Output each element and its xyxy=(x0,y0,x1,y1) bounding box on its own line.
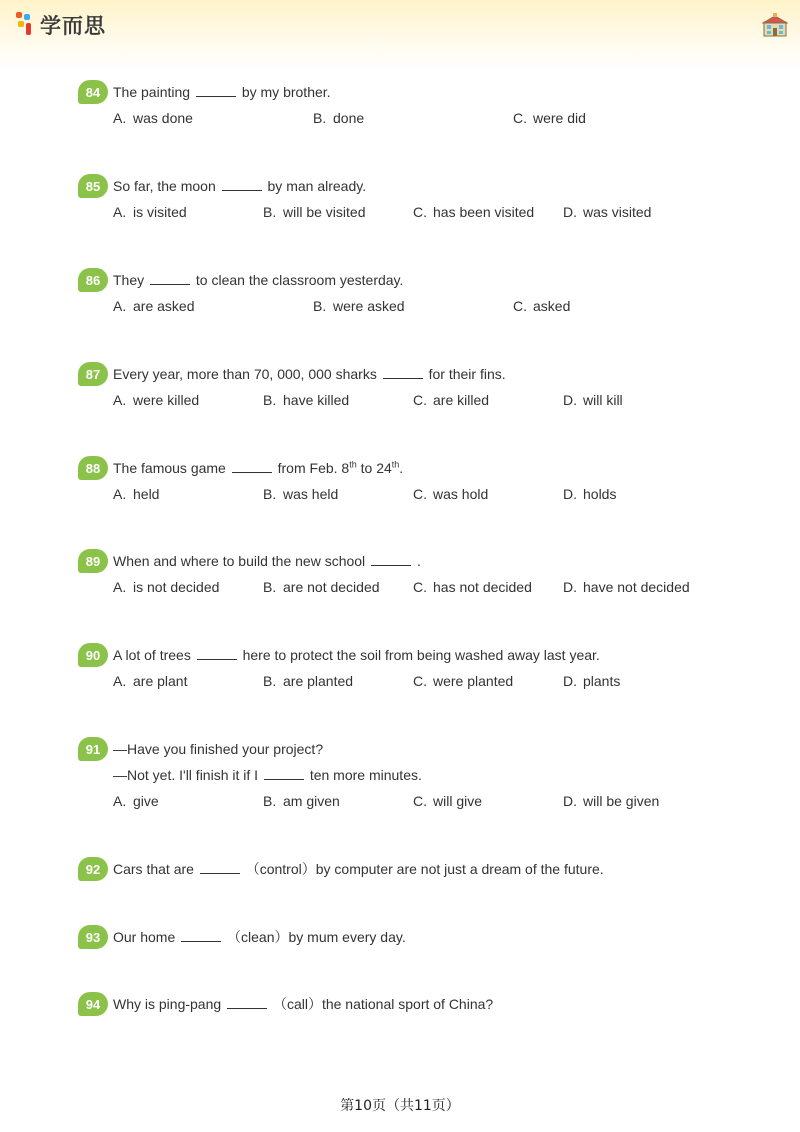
option-d: D. plants xyxy=(563,673,621,689)
question-number-badge: 86 xyxy=(78,268,108,292)
logo-text: 学而思 xyxy=(40,14,106,38)
answer-blank xyxy=(150,272,190,285)
option-a: A. was done xyxy=(113,110,193,126)
option-b: B. was held xyxy=(263,486,339,502)
option-c: C. are killed xyxy=(413,392,490,408)
options-row xyxy=(113,203,753,221)
question-stem-line-1: —Have you finished your project? xyxy=(113,741,324,757)
question-number-badge: 94 xyxy=(78,992,108,1016)
option-b: B. have killed xyxy=(263,392,350,408)
question-stem: So far, the moon by man already. xyxy=(113,178,367,194)
question-number-badge: 87 xyxy=(78,362,108,386)
answer-blank xyxy=(232,460,272,473)
option-d: D. will kill xyxy=(563,392,623,408)
question-number-badge: 85 xyxy=(78,174,108,198)
question-stem: A lot of trees here to protect the soil from being washed away last year. xyxy=(113,647,600,663)
question-number-badge: 91 xyxy=(78,737,108,761)
option-a: A. is visited xyxy=(113,204,187,220)
option-c: C. were planted xyxy=(413,673,514,689)
question-stem: They to clean the classroom yesterday. xyxy=(113,272,404,288)
option-c: C. will give xyxy=(413,793,483,809)
question-number-badge: 92 xyxy=(78,857,108,881)
option-b: B. done xyxy=(313,110,365,126)
answer-blank xyxy=(264,767,304,780)
school-icon xyxy=(762,12,788,38)
option-d: D. will be given xyxy=(563,793,660,809)
question-number-badge: 89 xyxy=(78,549,108,573)
answer-blank xyxy=(383,366,423,379)
page-number: 第10页（共11页） xyxy=(340,1098,460,1114)
option-d: D. holds xyxy=(563,486,617,502)
options-row xyxy=(113,792,753,810)
question-number-badge: 93 xyxy=(78,925,108,949)
answer-blank xyxy=(371,553,411,566)
option-b: B. were asked xyxy=(313,298,405,314)
options-row xyxy=(113,297,753,315)
question-stem: Why is ping-pang （call）the national sport of China? xyxy=(113,996,494,1012)
options-row xyxy=(113,485,753,503)
option-b: B. am given xyxy=(263,793,340,809)
option-a: A. held xyxy=(113,486,160,502)
question-number-badge: 88 xyxy=(78,456,108,480)
question-stem: The painting by my brother. xyxy=(113,84,331,100)
option-b: B. are planted xyxy=(263,673,354,689)
answer-blank xyxy=(222,178,262,191)
question-stem: Cars that are （control）by computer are not just a dream of the future. xyxy=(113,861,604,877)
question-stem: Our home （clean）by mum every day. xyxy=(113,929,406,945)
question-number-badge: 84 xyxy=(78,80,108,104)
option-c: C. was hold xyxy=(413,486,489,502)
options-row xyxy=(113,391,753,409)
option-a: A. is not decided xyxy=(113,579,220,595)
options-row xyxy=(113,672,753,690)
page-header xyxy=(0,0,800,70)
option-b: B. are not decided xyxy=(263,579,380,595)
option-d: D. have not decided xyxy=(563,579,690,595)
option-c: C. were did xyxy=(513,110,586,126)
option-a: A. were killed xyxy=(113,392,200,408)
answer-blank xyxy=(200,861,240,874)
question-stem: The famous game from Feb. 8th to 24th. xyxy=(113,459,404,476)
answer-blank xyxy=(197,647,237,660)
option-a: A. are asked xyxy=(113,298,195,314)
option-a: A. are plant xyxy=(113,673,188,689)
question-stem: When and where to build the new school . xyxy=(113,553,421,569)
answer-blank xyxy=(196,84,236,97)
option-d: D. was visited xyxy=(563,204,652,220)
option-c: C. asked xyxy=(513,298,571,314)
answer-blank xyxy=(227,996,267,1009)
option-c: C. has not decided xyxy=(413,579,532,595)
brand-logo xyxy=(14,10,106,40)
question-stem: Every year, more than 70, 000, 000 sharks for their fins. xyxy=(113,366,506,382)
option-a: A. give xyxy=(113,793,159,809)
option-b: B. will be visited xyxy=(263,204,366,220)
options-row xyxy=(113,578,753,596)
question-number-badge: 90 xyxy=(78,643,108,667)
options-row xyxy=(113,109,753,127)
logo-mark-icon xyxy=(14,12,36,38)
option-c: C. has been visited xyxy=(413,204,535,220)
question-stem-line-2: —Not yet. I'll finish it if I ten more minutes. xyxy=(113,767,422,783)
answer-blank xyxy=(181,929,221,942)
